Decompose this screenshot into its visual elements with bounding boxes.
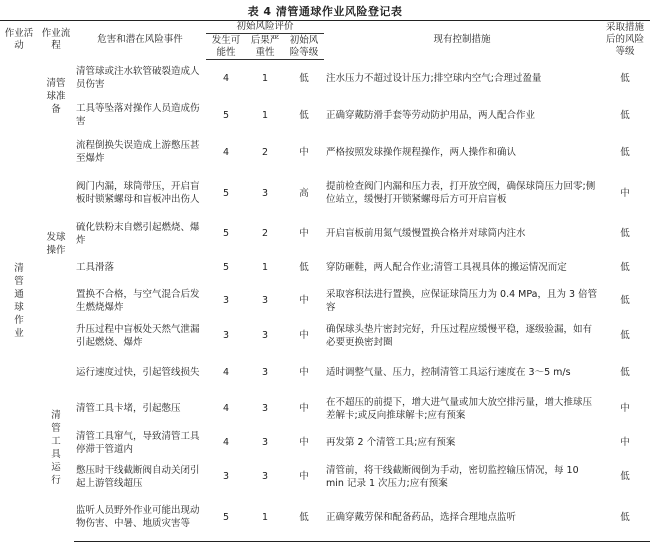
initial-level-cell: 中 [299, 146, 309, 158]
possibility-cell: 4 [222, 403, 230, 414]
possibility-cell: 5 [222, 262, 230, 273]
initial-level-cell: 高 [299, 187, 309, 199]
after-level-cell: 中 [620, 437, 630, 448]
header-after-level: 采取措施后的风险等级 [600, 21, 650, 60]
severity-cell: 3 [261, 471, 269, 482]
severity-cell: 1 [246, 494, 284, 542]
initial-level-cell: 中 [299, 228, 309, 239]
hazard-cell: 憋压时干线截断阀自动关闭引起上游管线超压 [76, 464, 200, 489]
possibility-cell: 5 [222, 228, 230, 239]
controls-cell: 开启盲板前用氮气缓慢置换合格并对球筒内注水 [326, 228, 526, 239]
possibility-cell: 5 [222, 109, 230, 121]
table-row [0, 216, 650, 252]
after-level-cell: 低 [620, 471, 630, 482]
table-title: 表 4 清管通球作业风险登记表 [247, 5, 403, 18]
possibility-cell: 4 [222, 72, 230, 84]
hazard-cell: 工具等坠落对操作人员造成伤害 [76, 103, 200, 127]
severity-cell: 3 [261, 403, 269, 414]
after-level-cell: 中 [620, 403, 630, 414]
controls-cell: 提前检查阀门内漏和压力表，打开放空阀，确保球筒压力回零;侧位站立，缓慢打开锁紧螺母后方可开启盲板 [326, 181, 596, 205]
table-row [0, 460, 650, 494]
controls-cell: 严格按照发球操作规程操作，两人操作和确认 [326, 146, 517, 158]
severity-cell: 3 [261, 437, 269, 448]
table-row [0, 284, 650, 318]
after-level-cell: 低 [620, 330, 630, 341]
initial-level-cell: 中 [299, 367, 309, 378]
controls-cell: 再发第 2 个清管工具;应有预案 [326, 437, 456, 448]
table-row [0, 494, 650, 542]
after-level-cell: 低 [620, 367, 630, 378]
hazard-cell: 运行速度过快，引起管线损失 [76, 367, 200, 378]
initial-level-cell: 低 [299, 109, 309, 121]
header-initial-eval: 初始风险评价 [206, 21, 324, 34]
table-row [0, 171, 650, 216]
severity-cell: 3 [261, 295, 269, 306]
header-hazard: 危害和潜在风险事件 [74, 21, 206, 60]
after-level-cell: 低 [620, 109, 630, 121]
after-level-cell: 低 [620, 72, 630, 84]
table-row [0, 134, 650, 171]
header-controls: 现有控制措施 [324, 21, 600, 60]
table-row [0, 354, 650, 392]
possibility-cell: 5 [206, 494, 246, 542]
possibility-cell: 4 [222, 146, 230, 158]
initial-level-cell: 低 [299, 262, 309, 273]
possibility-cell: 3 [222, 295, 230, 306]
controls-cell: 在不超压的前提下，增大进气量或加大放空排污量，增大推球压差解卡;或反向推球解卡;应有预案 [326, 396, 593, 421]
activity-cell [0, 60, 38, 542]
header-process: 作业流程 [38, 21, 74, 60]
hazard-cell: 工具滑落 [76, 262, 115, 273]
initial-level-cell: 低 [284, 494, 324, 542]
process-label-launch: 发球操作 [46, 231, 66, 256]
hazard-cell: 清管球或注水软管破裂造成人员伤害 [76, 66, 200, 90]
controls-cell: 穿防砸鞋，两人配合作业;清管工具视具体的搬运情况而定 [326, 262, 567, 273]
initial-level-cell: 低 [299, 72, 309, 84]
hazard-cell: 硫化铁粉末自燃引起燃烧、爆炸 [76, 221, 200, 246]
initial-level-cell: 中 [299, 403, 309, 414]
severity-cell: 3 [261, 187, 269, 199]
possibility-cell: 5 [222, 187, 230, 199]
process-label-run: 清管工具运行 [51, 409, 61, 486]
table-row [0, 318, 650, 354]
header-possibility: 发生可能性 [206, 34, 246, 60]
after-level-cell: 低 [620, 228, 630, 239]
severity-cell: 3 [261, 330, 269, 341]
controls-cell: 正确穿戴劳保和配备药品，选择合理地点监听 [324, 494, 600, 542]
table-row [0, 426, 650, 460]
severity-cell: 3 [261, 367, 269, 378]
possibility-cell: 3 [222, 330, 230, 341]
process-cell-prep [38, 60, 74, 134]
possibility-cell: 4 [222, 437, 230, 448]
activity-label: 清管通球作业 [14, 262, 24, 339]
severity-cell: 1 [261, 262, 269, 273]
after-level-cell: 低 [620, 295, 630, 306]
controls-cell: 正确穿戴防滑手套等劳动防护用品，两人配合作业 [326, 109, 536, 121]
controls-cell: 适时调整气量、压力，控制清管工具运行速度在 3～5 m/s [326, 367, 571, 378]
initial-level-cell: 中 [299, 295, 309, 306]
initial-level-cell: 中 [299, 330, 309, 341]
after-level-cell: 低 [620, 262, 630, 273]
process-cell-run [38, 354, 74, 542]
severity-cell: 2 [261, 228, 269, 239]
hazard-cell: 清管工具卡堵，引起憋压 [76, 403, 181, 414]
controls-cell: 清管前，将干线截断阀倒为手动，密切监控输压情况，每 10 min 记录 1 次压力;应有预案 [326, 464, 579, 489]
controls-cell: 采取容积法进行置换，应保证球筒压力为 0.4 MPa，且为 3 倍管容 [326, 288, 598, 313]
severity-cell: 1 [261, 72, 269, 84]
initial-level-cell: 中 [299, 471, 309, 482]
initial-level-cell: 中 [299, 437, 309, 448]
risk-register-table [0, 20, 650, 542]
table-row [0, 392, 650, 426]
header-initial-level: 初始风险等级 [284, 34, 324, 60]
possibility-cell: 3 [222, 471, 230, 482]
after-level-cell: 低 [620, 146, 630, 158]
hazard-cell: 监听人员野外作业可能出现动物伤害、中暑、地质灾害等 [74, 494, 206, 542]
header-activity: 作业活动 [0, 21, 38, 60]
process-label-prep: 清管球准备 [46, 78, 66, 115]
hazard-cell: 流程倒换失误造成上游憋压甚至爆炸 [76, 140, 200, 164]
after-level-cell: 中 [620, 187, 630, 199]
severity-cell: 2 [261, 146, 269, 158]
table-row [0, 60, 650, 97]
header-severity: 后果严重性 [246, 34, 284, 60]
table-row [0, 97, 650, 134]
severity-cell: 1 [261, 109, 269, 121]
hazard-cell: 升压过程中盲板处天然气泄漏引起燃烧、爆炸 [76, 323, 200, 348]
table-row [0, 252, 650, 284]
hazard-cell: 清管工具窜气，导致清管工具停滞于管道内 [76, 430, 200, 455]
possibility-cell: 4 [222, 367, 230, 378]
controls-cell: 注水压力不超过设计压力;排空球内空气;合理过盈量 [326, 72, 542, 84]
hazard-cell: 阀门内漏，球筒带压，开启盲板时锁紧螺母和盲板冲出伤人 [76, 181, 200, 205]
after-level-cell: 低 [600, 494, 650, 542]
hazard-cell: 置换不合格，与空气混合后发生燃烧爆炸 [76, 288, 200, 313]
controls-cell: 确保球头垫片密封完好，升压过程应缓慢平稳，逐级验漏，如有必要更换密封圈 [326, 323, 593, 348]
process-cell-launch [38, 134, 74, 354]
